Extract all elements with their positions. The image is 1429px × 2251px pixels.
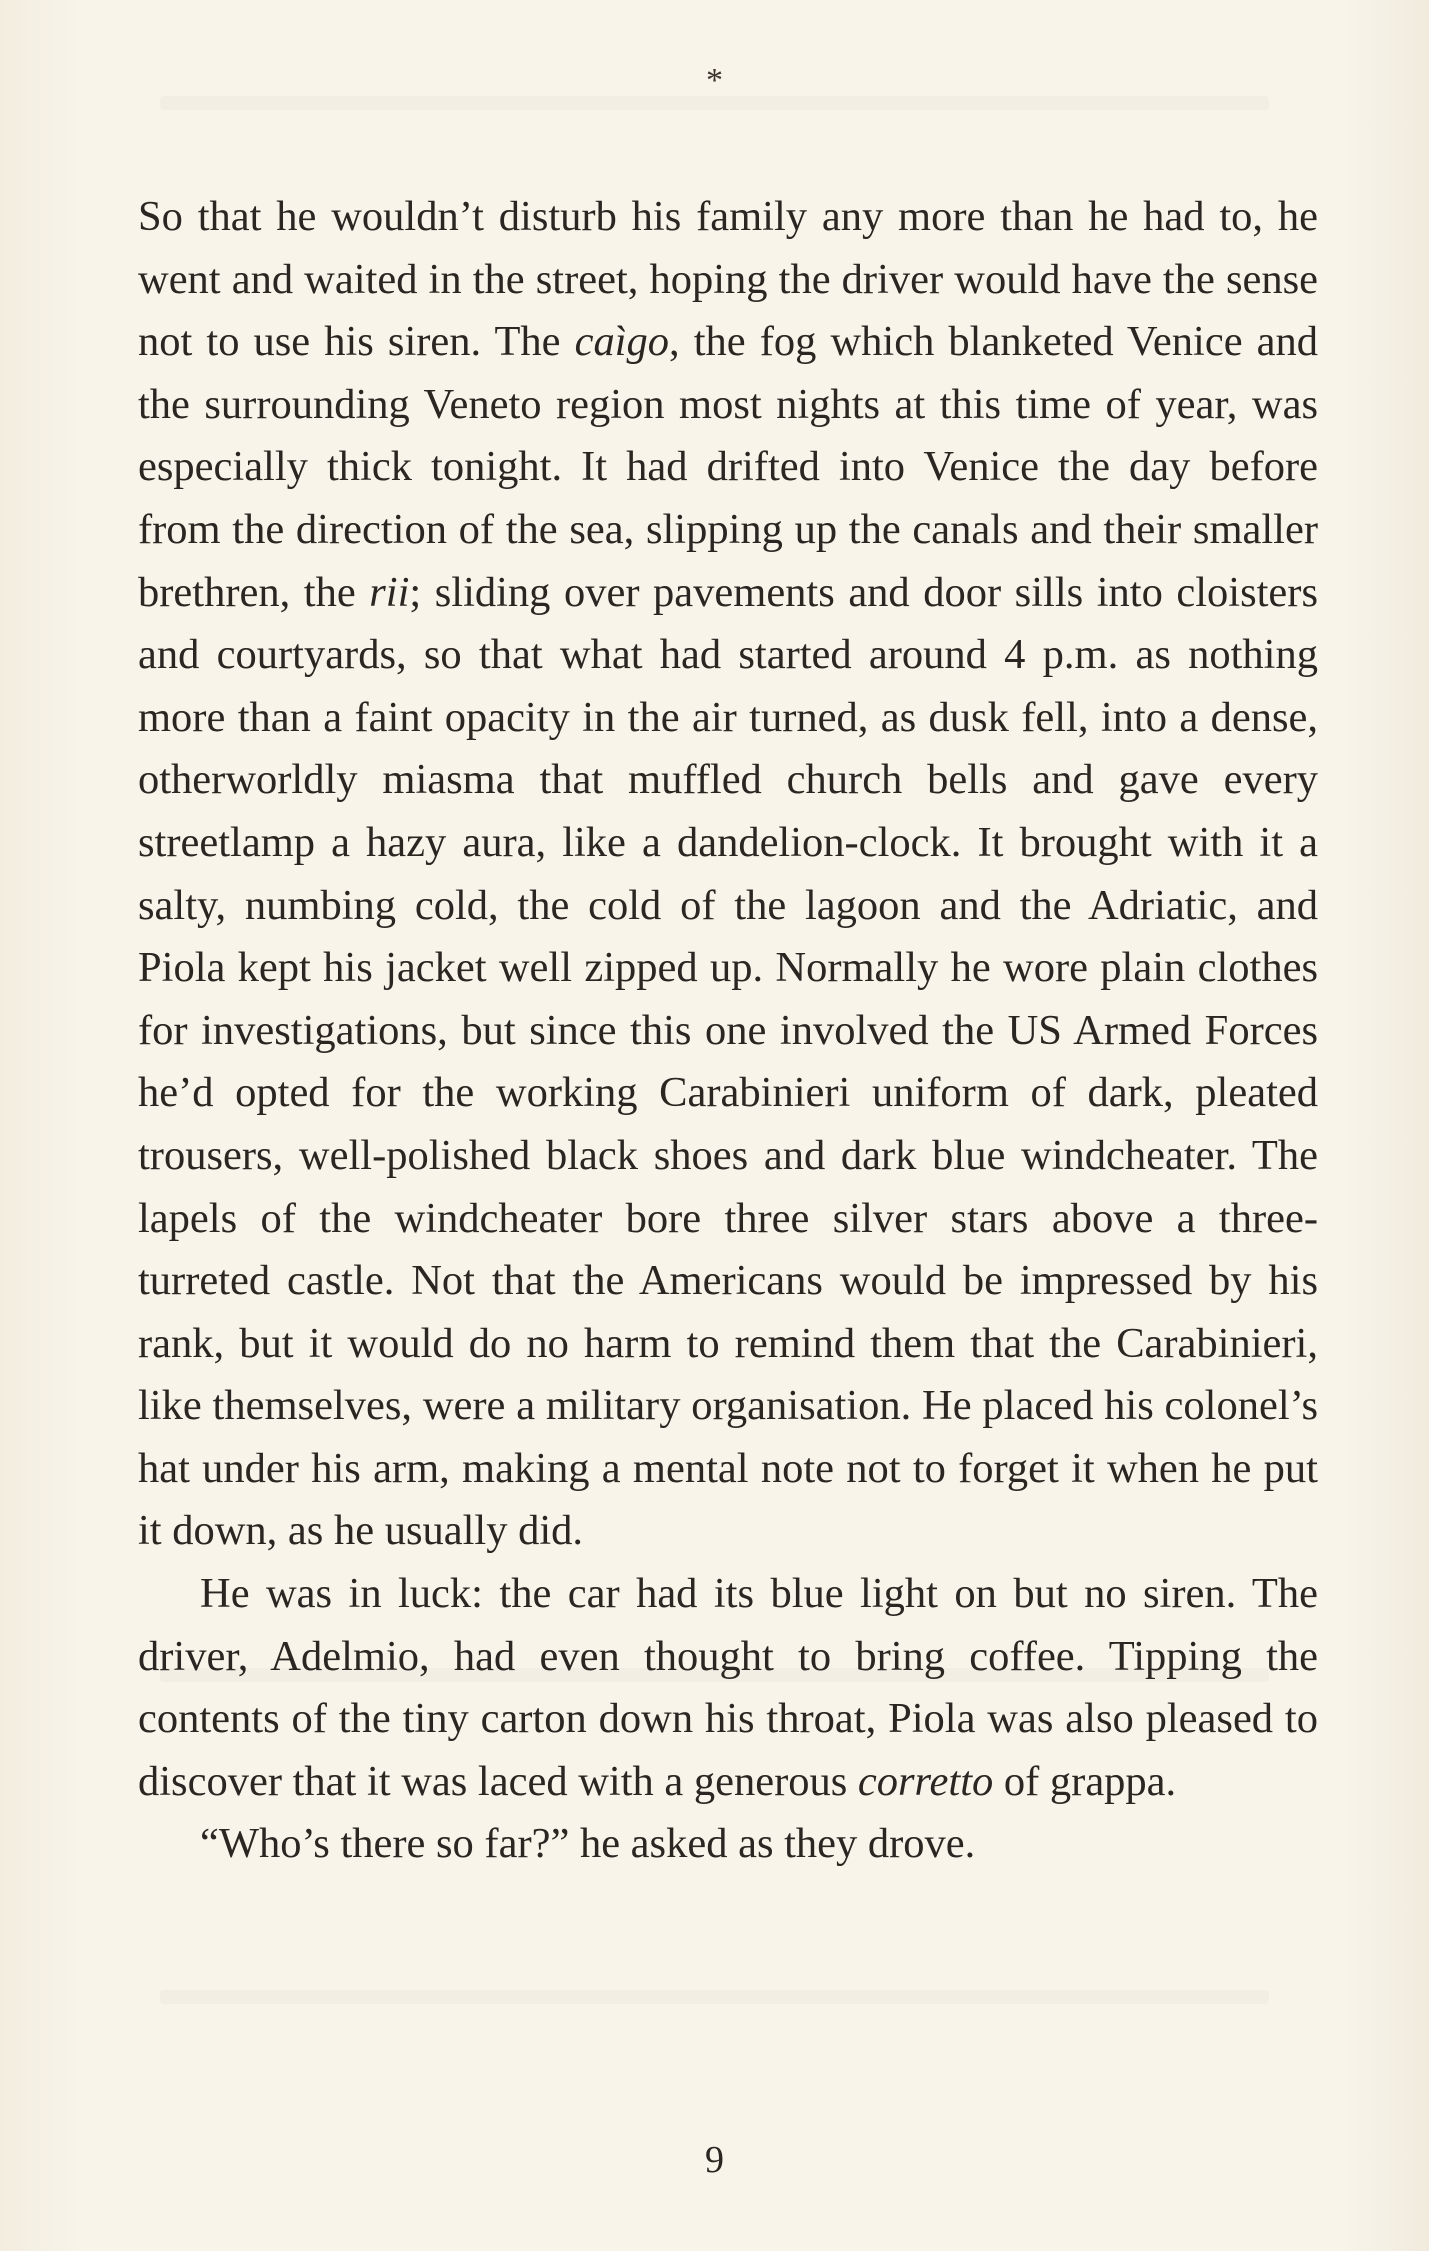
text-segment: So that he wouldn’t disturb his family any more than he had to, he went and waited in the street, hoping the driver would have the sense not to use his siren. The [138,193,1318,366]
text-segment: He was in luck: the car had its blue light on but no siren. The driver, Adelmio, had even thought to bring coffee. Tipping the contents of the tiny carton down his throat, Piola was also pleased to discover that it was laced with a generous [138,1570,1318,1805]
paragraph-3 [138,1813,1318,1876]
text-segment: ; sliding over pavements and door sills into cloisters and courtyards, so that what had started around 4 p.m. as nothing more than a faint opacity in the air turned, as dusk fell, into a dense, otherworldly miasma that muffled church bells and gave every streetlamp a hazy aura, like a dandelion-clock. It brought with it a salty, numbing cold, the cold of the lagoon and the Adriatic, and Piola kept his jacket well zipped up. Normally he wore plain clothes for investigations, but since this one involved the US Armed Forces he’d opted for the working Carabinieri uniform of dark, pleated trousers, well-polished black shoes and dark blue windcheater. The lapels of the windcheater bore three silver stars above a three-turreted castle. Not that the Americans would be impressed by his rank, but it would do no harm to remind them that the Carabinieri, like themselves, were a military organisation. He placed his colonel’s hat under his arm, making a mental note not to forget it when he put it down, as he usually did. [138,568,1318,1555]
italic-term-corretto: corretto [857,1757,994,1805]
italic-term-rii: rii [369,568,410,616]
text-segment: of grappa. [993,1757,1177,1805]
italic-term-caigo: caìgo [574,318,670,366]
text-segment: , the fog which blanketed Venice and the surrounding Veneto region most nights at this time of year, was especially thick tonight. It had drifted into Venice the day before from the direction of the sea, slipping up the canals and their smaller brethren, the [138,318,1318,616]
bleed-through-shadow [160,1990,1269,2004]
paragraph-2 [138,1563,1318,1813]
page-number: 9 [705,2139,724,2181]
text-segment: “Who’s there so far?” he asked as they drove. [200,1820,976,1868]
paragraph-1 [138,186,1318,1563]
body-text [138,186,1318,1876]
section-break-ornament: * [706,62,723,99]
